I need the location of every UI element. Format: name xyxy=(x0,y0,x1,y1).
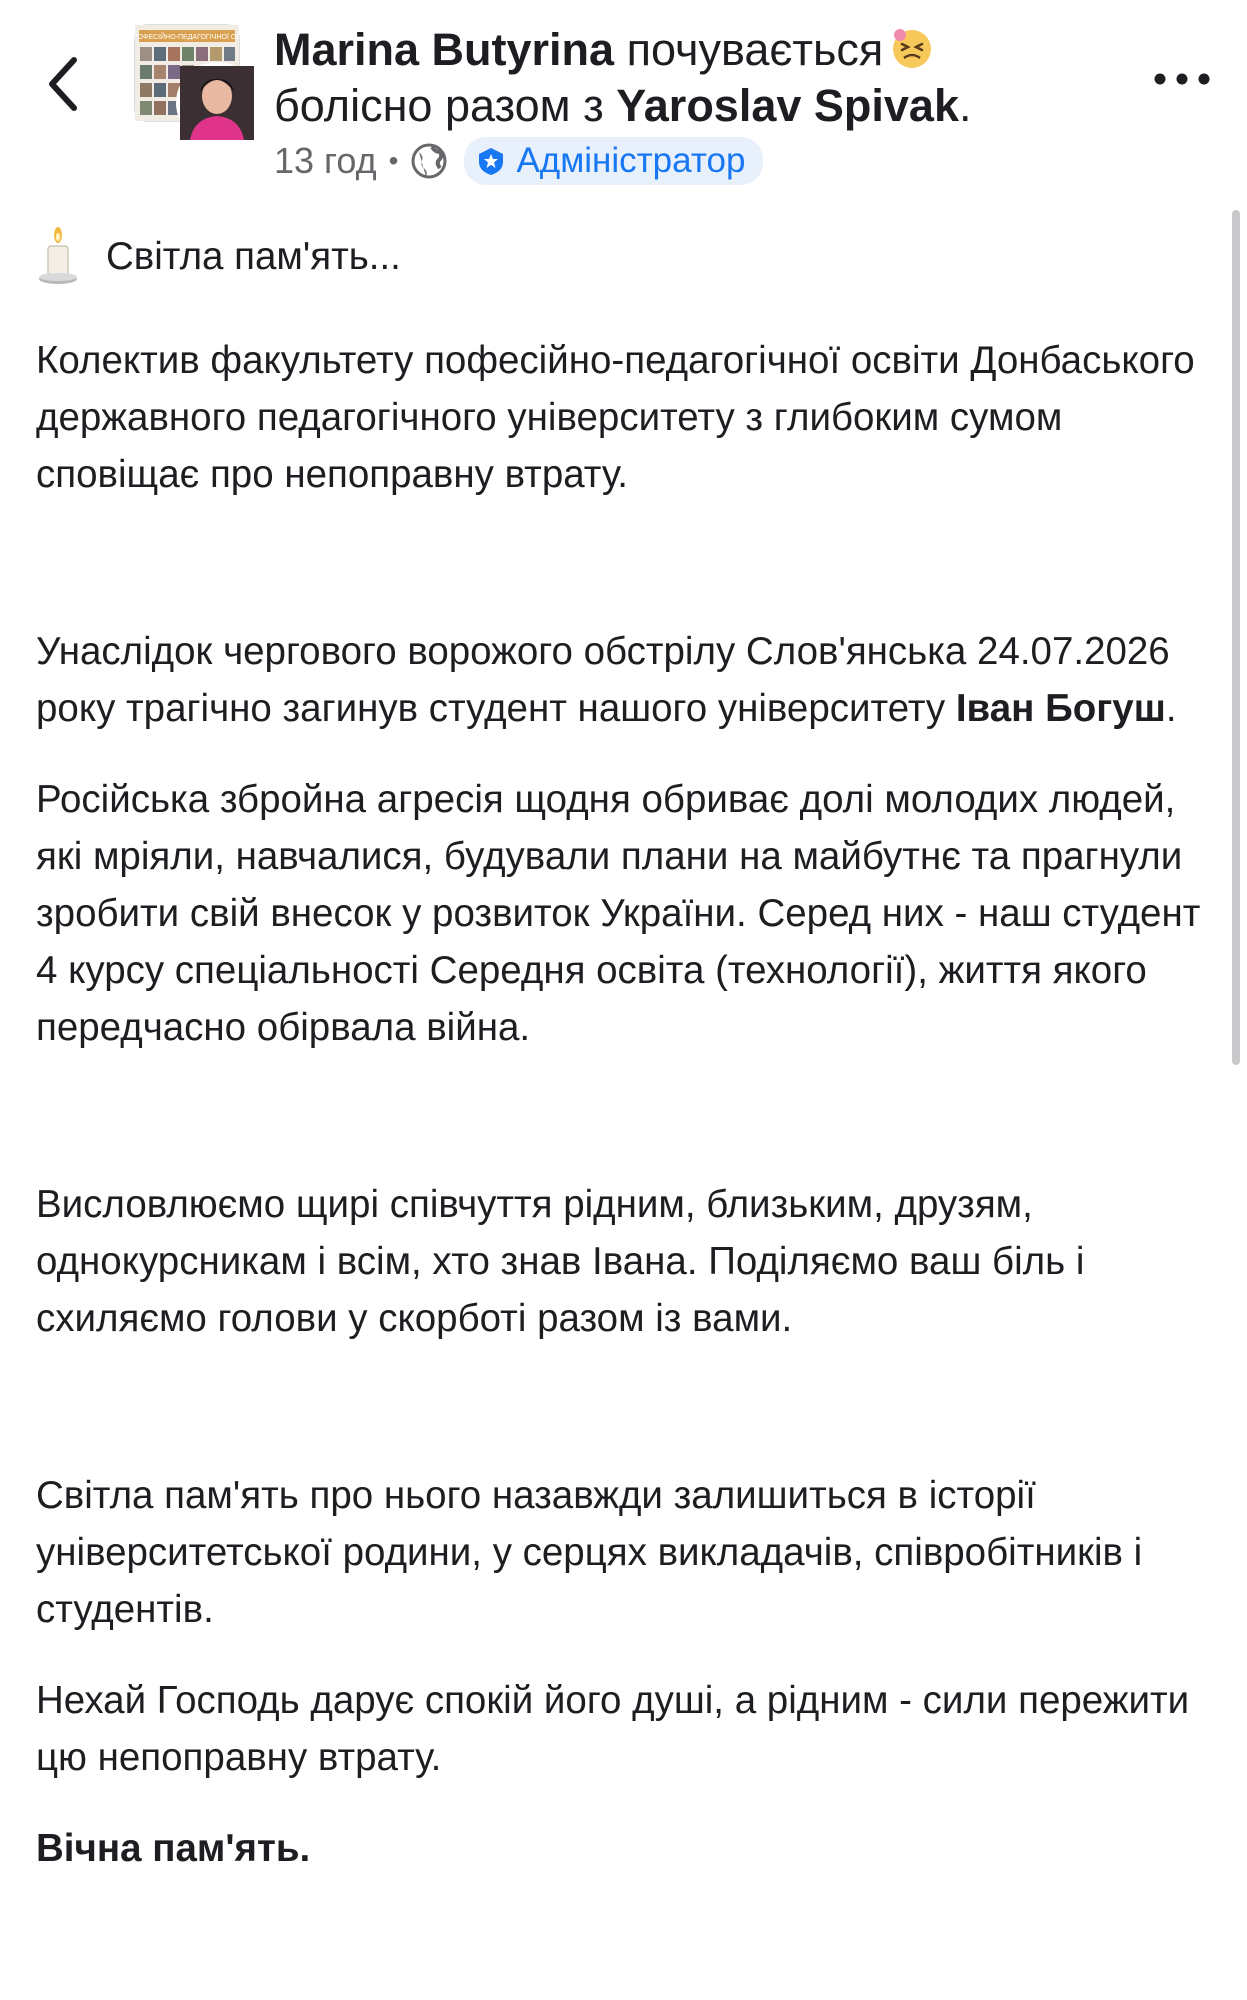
back-chevron-icon[interactable] xyxy=(44,52,84,116)
post-meta xyxy=(274,136,763,186)
post-paragraph-2: Унаслідок чергового ворожого обстрілу Слов'янська 24.07.2026 року трагічно загинув студент нашого університету Іван Богуш. xyxy=(36,630,1177,730)
post-paragraph-4: Висловлюємо щирі співчуття рідним, близьким, друзям, однокурсникам і всім, хто знав Івана. Поділяємо ваш біль і схиляємо голови у скорботі разом із вами. xyxy=(36,1183,1085,1340)
post-body xyxy=(36,222,1206,1877)
post-header xyxy=(0,0,1247,190)
post-paragraph-1: Колектив факультету пофесійно-педагогічної освіти Донбаського державного педагогічного університету з глибоким сумом сповіщає про непоправну втрату. xyxy=(36,339,1195,496)
user-photo xyxy=(176,62,258,144)
post-closing: Вічна пам'ять. xyxy=(36,1827,311,1870)
feeling-text: почувається xyxy=(626,24,884,75)
candle-icon xyxy=(36,226,80,286)
group-cover-text: ПРОФЕСІЙНО-ПЕДАГОГІЧНОЇ ОСВ xyxy=(128,34,246,41)
author-name[interactable]: Marina Butyrina xyxy=(274,24,615,75)
post-intro-line xyxy=(36,226,1206,286)
admin-badge-label: Адміністратор xyxy=(516,141,746,180)
post-paragraph-5: Світла пам'ять про нього назавжди залишиться в історії університетської родини, у серцях викладачів, співробітників і студентів. xyxy=(36,1474,1143,1631)
admin-shield-icon xyxy=(476,146,506,176)
post-time[interactable]: 13 год xyxy=(274,140,377,181)
student-name: Іван Богуш xyxy=(955,687,1166,730)
admin-badge[interactable] xyxy=(464,137,763,185)
intro-text: Світла пам'ять... xyxy=(106,234,401,278)
more-options-icon[interactable] xyxy=(1150,64,1214,94)
post-paragraph-6: Нехай Господь дарує спокій його душі, а рідним - сили пережити цю непоправну втрату. xyxy=(36,1679,1190,1779)
post-title: Marina Butyrina почувається болісно разом з Yaroslav Spivak. xyxy=(274,24,972,131)
post-paragraph-3: Російська збройна агресія щодня обриває долі молодих людей, які мріяли, навчалися, будували плани на майбутнє та прагнули зробити свій внесок у розвиток України. Серед них - наш студент 4 курсу спеціальності Середня освіта (технології), життя якого передчасно обірвала війна. xyxy=(36,778,1201,1049)
separator-dot: • xyxy=(388,145,399,176)
avatar[interactable] xyxy=(128,24,252,136)
feeling-text-2: болісно разом з xyxy=(274,80,604,131)
globe-icon xyxy=(410,142,448,180)
sick-face-icon xyxy=(889,26,935,72)
tagged-user[interactable]: Yaroslav Spivak xyxy=(616,80,959,131)
scrollbar[interactable] xyxy=(1232,210,1240,1065)
